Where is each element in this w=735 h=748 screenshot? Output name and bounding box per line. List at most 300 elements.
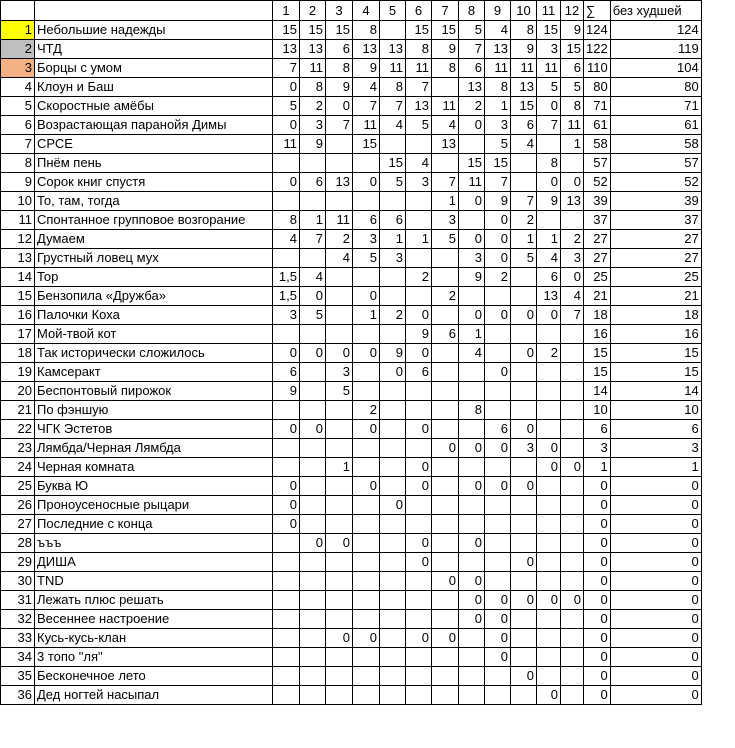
score-cell-round-10[interactable]: 2: [511, 211, 537, 230]
sum-cell[interactable]: 0: [584, 610, 611, 629]
score-cell-round-7[interactable]: [432, 610, 459, 629]
team-name-cell[interactable]: СРСЕ: [35, 135, 273, 154]
corner-cell[interactable]: [1, 1, 35, 21]
score-cell-round-5[interactable]: 8: [380, 78, 406, 97]
round-header-11[interactable]: 11: [537, 1, 561, 21]
score-cell-round-10[interactable]: 9: [511, 40, 537, 59]
score-cell-round-10[interactable]: 7: [511, 192, 537, 211]
score-cell-round-12[interactable]: 4: [561, 287, 584, 306]
score-cell-round-10[interactable]: 1: [511, 230, 537, 249]
score-cell-round-6[interactable]: [406, 496, 432, 515]
score-cell-round-7[interactable]: [432, 268, 459, 287]
score-cell-round-3[interactable]: 8: [326, 59, 353, 78]
score-cell-round-11[interactable]: 0: [537, 591, 561, 610]
score-cell-round-9[interactable]: 0: [485, 610, 511, 629]
rank-cell[interactable]: 16: [1, 306, 35, 325]
score-cell-round-2[interactable]: 7: [300, 230, 326, 249]
without-worst-cell[interactable]: 52: [610, 173, 701, 192]
score-cell-round-11[interactable]: [537, 420, 561, 439]
score-cell-round-5[interactable]: 4: [380, 116, 406, 135]
score-cell-round-5[interactable]: 5: [380, 173, 406, 192]
score-cell-round-2[interactable]: 0: [300, 287, 326, 306]
score-cell-round-1[interactable]: [273, 458, 300, 477]
score-cell-round-4[interactable]: [353, 439, 380, 458]
score-cell-round-4[interactable]: [353, 553, 380, 572]
score-cell-round-11[interactable]: [537, 477, 561, 496]
sum-cell[interactable]: 10: [584, 401, 611, 420]
without-worst-cell[interactable]: 0: [610, 591, 701, 610]
score-cell-round-12[interactable]: 7: [561, 306, 584, 325]
score-cell-round-9[interactable]: [485, 287, 511, 306]
score-cell-round-9[interactable]: 7: [485, 173, 511, 192]
score-cell-round-1[interactable]: [273, 325, 300, 344]
score-cell-round-11[interactable]: [537, 629, 561, 648]
score-cell-round-2[interactable]: [300, 192, 326, 211]
score-cell-round-9[interactable]: [485, 458, 511, 477]
rank-cell[interactable]: 36: [1, 686, 35, 705]
score-cell-round-1[interactable]: [273, 401, 300, 420]
score-cell-round-6[interactable]: [406, 249, 432, 268]
rank-cell[interactable]: 14: [1, 268, 35, 287]
score-cell-round-7[interactable]: 0: [432, 572, 459, 591]
score-cell-round-3[interactable]: 6: [326, 40, 353, 59]
score-cell-round-2[interactable]: [300, 382, 326, 401]
score-cell-round-12[interactable]: 9: [561, 21, 584, 40]
score-cell-round-11[interactable]: 0: [537, 173, 561, 192]
score-cell-round-1[interactable]: 0: [273, 420, 300, 439]
rank-cell[interactable]: 11: [1, 211, 35, 230]
team-name-cell[interactable]: Весеннее настроение: [35, 610, 273, 629]
score-cell-round-1[interactable]: 4: [273, 230, 300, 249]
score-cell-round-8[interactable]: 2: [459, 97, 485, 116]
score-cell-round-1[interactable]: [273, 591, 300, 610]
score-cell-round-7[interactable]: [432, 382, 459, 401]
score-cell-round-8[interactable]: [459, 363, 485, 382]
team-name-cell[interactable]: Борцы с умом: [35, 59, 273, 78]
score-cell-round-4[interactable]: [353, 496, 380, 515]
score-cell-round-12[interactable]: [561, 344, 584, 363]
score-cell-round-4[interactable]: [353, 534, 380, 553]
rank-cell[interactable]: 4: [1, 78, 35, 97]
score-cell-round-1[interactable]: 0: [273, 496, 300, 515]
score-cell-round-1[interactable]: 0: [273, 515, 300, 534]
team-name-cell[interactable]: Бесконечное лето: [35, 667, 273, 686]
score-cell-round-9[interactable]: 0: [485, 363, 511, 382]
score-cell-round-3[interactable]: [326, 477, 353, 496]
without-worst-cell[interactable]: 0: [610, 553, 701, 572]
score-cell-round-10[interactable]: [511, 610, 537, 629]
score-cell-round-9[interactable]: [485, 344, 511, 363]
score-cell-round-10[interactable]: [511, 629, 537, 648]
without-worst-cell[interactable]: 0: [610, 534, 701, 553]
without-worst-cell[interactable]: 6: [610, 420, 701, 439]
score-cell-round-10[interactable]: [511, 287, 537, 306]
team-name-cell[interactable]: 3 топо "ля": [35, 648, 273, 667]
team-name-cell[interactable]: Спонтанное групповое возгорание: [35, 211, 273, 230]
score-cell-round-1[interactable]: 0: [273, 78, 300, 97]
team-name-cell[interactable]: По фэншую: [35, 401, 273, 420]
score-cell-round-2[interactable]: 5: [300, 306, 326, 325]
score-cell-round-10[interactable]: 0: [511, 553, 537, 572]
score-cell-round-8[interactable]: [459, 553, 485, 572]
score-cell-round-5[interactable]: [380, 287, 406, 306]
score-cell-round-9[interactable]: 5: [485, 135, 511, 154]
score-cell-round-6[interactable]: 9: [406, 325, 432, 344]
score-cell-round-9[interactable]: [485, 667, 511, 686]
sum-cell[interactable]: 16: [584, 325, 611, 344]
team-name-cell[interactable]: Камсеракт: [35, 363, 273, 382]
sum-cell[interactable]: 27: [584, 230, 611, 249]
score-cell-round-12[interactable]: [561, 629, 584, 648]
rank-cell[interactable]: 25: [1, 477, 35, 496]
score-cell-round-2[interactable]: 6: [300, 173, 326, 192]
score-cell-round-11[interactable]: [537, 382, 561, 401]
team-name-cell[interactable]: Возрастающая паранойя Димы: [35, 116, 273, 135]
score-cell-round-12[interactable]: [561, 515, 584, 534]
score-cell-round-12[interactable]: 11: [561, 116, 584, 135]
score-cell-round-3[interactable]: 9: [326, 78, 353, 97]
score-cell-round-2[interactable]: [300, 610, 326, 629]
score-cell-round-9[interactable]: 9: [485, 192, 511, 211]
score-cell-round-4[interactable]: [353, 648, 380, 667]
score-cell-round-6[interactable]: 0: [406, 420, 432, 439]
score-cell-round-12[interactable]: [561, 154, 584, 173]
score-cell-round-6[interactable]: [406, 287, 432, 306]
without-worst-cell[interactable]: 80: [610, 78, 701, 97]
rank-cell[interactable]: 18: [1, 344, 35, 363]
score-cell-round-5[interactable]: [380, 325, 406, 344]
score-cell-round-5[interactable]: 2: [380, 306, 406, 325]
score-cell-round-9[interactable]: 3: [485, 116, 511, 135]
team-name-cell[interactable]: Дед ногтей насыпал: [35, 686, 273, 705]
round-header-10[interactable]: 10: [511, 1, 537, 21]
score-cell-round-6[interactable]: 0: [406, 477, 432, 496]
sum-cell[interactable]: 71: [584, 97, 611, 116]
score-cell-round-4[interactable]: [353, 591, 380, 610]
score-cell-round-3[interactable]: 7: [326, 116, 353, 135]
score-cell-round-1[interactable]: 0: [273, 116, 300, 135]
score-cell-round-4[interactable]: [353, 458, 380, 477]
score-cell-round-2[interactable]: 11: [300, 59, 326, 78]
score-cell-round-12[interactable]: [561, 325, 584, 344]
score-cell-round-2[interactable]: 13: [300, 40, 326, 59]
score-cell-round-2[interactable]: 9: [300, 135, 326, 154]
score-cell-round-3[interactable]: [326, 667, 353, 686]
rank-cell[interactable]: 30: [1, 572, 35, 591]
score-cell-round-12[interactable]: 0: [561, 173, 584, 192]
score-cell-round-7[interactable]: [432, 78, 459, 97]
score-cell-round-5[interactable]: [380, 21, 406, 40]
score-cell-round-5[interactable]: 11: [380, 59, 406, 78]
score-cell-round-11[interactable]: 6: [537, 268, 561, 287]
sum-cell[interactable]: 3: [584, 439, 611, 458]
score-cell-round-3[interactable]: [326, 686, 353, 705]
score-cell-round-11[interactable]: 0: [537, 97, 561, 116]
score-cell-round-8[interactable]: 7: [459, 40, 485, 59]
score-cell-round-1[interactable]: 1,5: [273, 287, 300, 306]
score-cell-round-5[interactable]: [380, 572, 406, 591]
score-cell-round-5[interactable]: [380, 534, 406, 553]
score-cell-round-10[interactable]: [511, 382, 537, 401]
score-cell-round-5[interactable]: [380, 477, 406, 496]
sum-cell[interactable]: 124: [584, 21, 611, 40]
score-cell-round-5[interactable]: [380, 439, 406, 458]
score-cell-round-10[interactable]: [511, 173, 537, 192]
score-cell-round-7[interactable]: [432, 686, 459, 705]
score-cell-round-12[interactable]: [561, 401, 584, 420]
score-cell-round-5[interactable]: 15: [380, 154, 406, 173]
score-cell-round-6[interactable]: [406, 401, 432, 420]
round-header-7[interactable]: 7: [432, 1, 459, 21]
score-cell-round-9[interactable]: 6: [485, 420, 511, 439]
score-cell-round-4[interactable]: [353, 667, 380, 686]
without-worst-cell[interactable]: 58: [610, 135, 701, 154]
team-name-cell[interactable]: TND: [35, 572, 273, 591]
score-cell-round-11[interactable]: 13: [537, 287, 561, 306]
score-cell-round-8[interactable]: 0: [459, 306, 485, 325]
score-cell-round-7[interactable]: [432, 496, 459, 515]
score-cell-round-3[interactable]: [326, 268, 353, 287]
score-cell-round-7[interactable]: [432, 420, 459, 439]
sum-cell[interactable]: 0: [584, 572, 611, 591]
score-cell-round-6[interactable]: 8: [406, 40, 432, 59]
score-cell-round-3[interactable]: 0: [326, 97, 353, 116]
sum-cell[interactable]: 27: [584, 249, 611, 268]
score-cell-round-7[interactable]: 9: [432, 40, 459, 59]
score-cell-round-8[interactable]: 0: [459, 477, 485, 496]
team-name-cell[interactable]: ЧТД: [35, 40, 273, 59]
score-cell-round-12[interactable]: 1: [561, 135, 584, 154]
team-name-cell[interactable]: Бензопила «Дружба»: [35, 287, 273, 306]
team-name-cell[interactable]: Пнём пень: [35, 154, 273, 173]
score-cell-round-10[interactable]: [511, 686, 537, 705]
score-cell-round-6[interactable]: 7: [406, 78, 432, 97]
rank-cell[interactable]: 27: [1, 515, 35, 534]
score-cell-round-2[interactable]: [300, 325, 326, 344]
score-cell-round-2[interactable]: [300, 249, 326, 268]
score-cell-round-6[interactable]: 0: [406, 458, 432, 477]
score-cell-round-10[interactable]: 15: [511, 97, 537, 116]
score-cell-round-7[interactable]: [432, 477, 459, 496]
team-name-cell[interactable]: Беспонтовый пирожок: [35, 382, 273, 401]
score-cell-round-11[interactable]: 3: [537, 40, 561, 59]
rank-cell[interactable]: 26: [1, 496, 35, 515]
score-cell-round-6[interactable]: 11: [406, 59, 432, 78]
score-cell-round-2[interactable]: 8: [300, 78, 326, 97]
score-cell-round-10[interactable]: [511, 648, 537, 667]
sum-cell[interactable]: 80: [584, 78, 611, 97]
score-cell-round-7[interactable]: [432, 648, 459, 667]
score-cell-round-6[interactable]: [406, 382, 432, 401]
score-cell-round-10[interactable]: [511, 363, 537, 382]
score-cell-round-9[interactable]: [485, 325, 511, 344]
score-cell-round-8[interactable]: 0: [459, 230, 485, 249]
score-cell-round-7[interactable]: 7: [432, 173, 459, 192]
sum-cell[interactable]: 39: [584, 192, 611, 211]
team-header-cell[interactable]: [35, 1, 273, 21]
rank-cell[interactable]: 29: [1, 553, 35, 572]
score-cell-round-4[interactable]: 8: [353, 21, 380, 40]
score-cell-round-6[interactable]: [406, 648, 432, 667]
score-cell-round-7[interactable]: [432, 363, 459, 382]
team-name-cell[interactable]: ДИША: [35, 553, 273, 572]
score-cell-round-7[interactable]: [432, 154, 459, 173]
sum-cell[interactable]: 61: [584, 116, 611, 135]
score-cell-round-5[interactable]: 9: [380, 344, 406, 363]
score-cell-round-11[interactable]: [537, 363, 561, 382]
team-name-cell[interactable]: ъъъ: [35, 534, 273, 553]
score-cell-round-7[interactable]: 15: [432, 21, 459, 40]
score-cell-round-8[interactable]: 5: [459, 21, 485, 40]
sum-cell[interactable]: 0: [584, 477, 611, 496]
sum-cell[interactable]: 14: [584, 382, 611, 401]
score-cell-round-9[interactable]: 4: [485, 21, 511, 40]
score-cell-round-6[interactable]: 0: [406, 306, 432, 325]
sum-header[interactable]: ∑: [584, 1, 611, 21]
score-cell-round-5[interactable]: 13: [380, 40, 406, 59]
score-cell-round-2[interactable]: [300, 458, 326, 477]
score-cell-round-10[interactable]: 4: [511, 135, 537, 154]
score-cell-round-6[interactable]: 0: [406, 629, 432, 648]
score-cell-round-5[interactable]: [380, 515, 406, 534]
score-cell-round-7[interactable]: [432, 344, 459, 363]
score-cell-round-8[interactable]: [459, 382, 485, 401]
score-cell-round-8[interactable]: 0: [459, 534, 485, 553]
sum-cell[interactable]: 57: [584, 154, 611, 173]
sum-cell[interactable]: 6: [584, 420, 611, 439]
rank-cell[interactable]: 12: [1, 230, 35, 249]
score-cell-round-8[interactable]: 0: [459, 610, 485, 629]
team-name-cell[interactable]: Сорок книг спустя: [35, 173, 273, 192]
score-cell-round-8[interactable]: 9: [459, 268, 485, 287]
score-cell-round-6[interactable]: [406, 667, 432, 686]
score-cell-round-1[interactable]: [273, 192, 300, 211]
score-cell-round-6[interactable]: [406, 211, 432, 230]
without-worst-cell[interactable]: 0: [610, 572, 701, 591]
team-name-cell[interactable]: Кусь-кусь-клан: [35, 629, 273, 648]
score-cell-round-12[interactable]: [561, 363, 584, 382]
score-cell-round-9[interactable]: 8: [485, 78, 511, 97]
team-name-cell[interactable]: Буква Ю: [35, 477, 273, 496]
sum-cell[interactable]: 21: [584, 287, 611, 306]
sum-cell[interactable]: 58: [584, 135, 611, 154]
score-cell-round-6[interactable]: 3: [406, 173, 432, 192]
score-cell-round-3[interactable]: [326, 401, 353, 420]
score-cell-round-2[interactable]: [300, 591, 326, 610]
score-cell-round-1[interactable]: [273, 686, 300, 705]
score-cell-round-3[interactable]: 0: [326, 534, 353, 553]
score-cell-round-11[interactable]: 15: [537, 21, 561, 40]
score-cell-round-11[interactable]: 0: [537, 458, 561, 477]
sum-cell[interactable]: 0: [584, 591, 611, 610]
score-cell-round-2[interactable]: 0: [300, 534, 326, 553]
score-cell-round-8[interactable]: [459, 686, 485, 705]
score-cell-round-2[interactable]: [300, 629, 326, 648]
score-cell-round-8[interactable]: 0: [459, 116, 485, 135]
score-cell-round-3[interactable]: [326, 306, 353, 325]
sum-cell[interactable]: 1: [584, 458, 611, 477]
score-cell-round-5[interactable]: [380, 648, 406, 667]
rank-cell[interactable]: 34: [1, 648, 35, 667]
without-worst-cell[interactable]: 27: [610, 249, 701, 268]
score-cell-round-11[interactable]: 11: [537, 59, 561, 78]
score-cell-round-2[interactable]: 0: [300, 420, 326, 439]
score-cell-round-4[interactable]: [353, 572, 380, 591]
score-cell-round-10[interactable]: 0: [511, 344, 537, 363]
score-cell-round-3[interactable]: [326, 610, 353, 629]
score-cell-round-6[interactable]: 0: [406, 534, 432, 553]
without-worst-cell[interactable]: 14: [610, 382, 701, 401]
score-cell-round-11[interactable]: 8: [537, 154, 561, 173]
score-cell-round-11[interactable]: 5: [537, 78, 561, 97]
score-cell-round-7[interactable]: [432, 306, 459, 325]
without-worst-cell[interactable]: 104: [610, 59, 701, 78]
sum-cell[interactable]: 52: [584, 173, 611, 192]
score-cell-round-4[interactable]: 0: [353, 344, 380, 363]
score-cell-round-3[interactable]: 4: [326, 249, 353, 268]
score-cell-round-8[interactable]: 8: [459, 401, 485, 420]
rank-cell[interactable]: 19: [1, 363, 35, 382]
score-cell-round-6[interactable]: [406, 686, 432, 705]
without-worst-cell[interactable]: 0: [610, 667, 701, 686]
score-cell-round-7[interactable]: 2: [432, 287, 459, 306]
score-cell-round-12[interactable]: 3: [561, 249, 584, 268]
score-cell-round-8[interactable]: 3: [459, 249, 485, 268]
score-cell-round-5[interactable]: [380, 401, 406, 420]
score-cell-round-12[interactable]: [561, 211, 584, 230]
score-cell-round-6[interactable]: [406, 439, 432, 458]
score-cell-round-5[interactable]: 1: [380, 230, 406, 249]
score-cell-round-4[interactable]: 7: [353, 97, 380, 116]
score-cell-round-8[interactable]: [459, 135, 485, 154]
score-cell-round-2[interactable]: 2: [300, 97, 326, 116]
without-worst-cell[interactable]: 0: [610, 629, 701, 648]
score-cell-round-5[interactable]: 6: [380, 211, 406, 230]
score-cell-round-6[interactable]: [406, 135, 432, 154]
score-cell-round-3[interactable]: 13: [326, 173, 353, 192]
score-cell-round-11[interactable]: 4: [537, 249, 561, 268]
score-cell-round-2[interactable]: [300, 572, 326, 591]
score-cell-round-1[interactable]: [273, 249, 300, 268]
rank-cell[interactable]: 15: [1, 287, 35, 306]
without-worst-cell[interactable]: 57: [610, 154, 701, 173]
without-worst-cell[interactable]: 0: [610, 496, 701, 515]
score-cell-round-8[interactable]: 1: [459, 325, 485, 344]
without-worst-header[interactable]: без худшей: [610, 1, 701, 21]
round-header-1[interactable]: 1: [273, 1, 300, 21]
score-cell-round-3[interactable]: 3: [326, 363, 353, 382]
score-cell-round-10[interactable]: 6: [511, 116, 537, 135]
rank-cell[interactable]: 3: [1, 59, 35, 78]
score-cell-round-9[interactable]: [485, 382, 511, 401]
score-cell-round-12[interactable]: 2: [561, 230, 584, 249]
score-cell-round-12[interactable]: [561, 534, 584, 553]
score-cell-round-4[interactable]: [353, 154, 380, 173]
rank-cell[interactable]: 31: [1, 591, 35, 610]
score-cell-round-12[interactable]: 6: [561, 59, 584, 78]
round-header-5[interactable]: 5: [380, 1, 406, 21]
score-cell-round-5[interactable]: [380, 686, 406, 705]
score-cell-round-10[interactable]: 0: [511, 477, 537, 496]
score-cell-round-8[interactable]: [459, 458, 485, 477]
score-cell-round-9[interactable]: 15: [485, 154, 511, 173]
score-cell-round-12[interactable]: [561, 496, 584, 515]
without-worst-cell[interactable]: 15: [610, 363, 701, 382]
score-cell-round-2[interactable]: [300, 401, 326, 420]
score-cell-round-10[interactable]: 5: [511, 249, 537, 268]
score-cell-round-6[interactable]: [406, 192, 432, 211]
round-header-12[interactable]: 12: [561, 1, 584, 21]
